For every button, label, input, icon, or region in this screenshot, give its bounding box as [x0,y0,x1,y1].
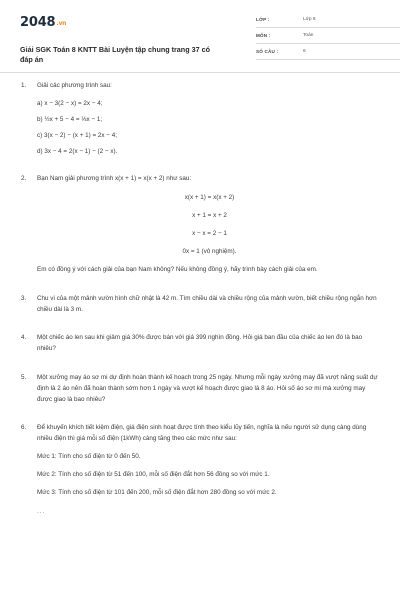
question-number: 4. [21,334,27,341]
question-1 [18,80,382,157]
logo-suffix: .vn [56,20,67,27]
question-number: 3. [21,295,27,302]
question-number: 1. [21,82,27,89]
meta-row-class [256,14,400,28]
meta-row-subject [256,30,400,44]
question-5 [18,372,382,405]
question-text: Bạn Nam giải phương trình x(x + 1) = x(x + 2) như sau: [37,175,192,182]
meta-label: LỚP : [256,17,270,22]
document-meta [256,14,400,62]
question-text: Chu vi của một mảnh vườn hình chữ nhật là 42 m. Tìm chiều dài và chiều rộng của mảnh vườn, biết chiều rộng ngắn hơn chiều dài là 3 m. [37,295,377,313]
question-text: Để khuyến khích tiết kiệm điện, giá điện sinh hoạt được tính theo kiểu lũy tiến, nghĩa là nếu người sử dụng càng dùng nhiều điện thì giá mỗi số điện (1kWh) càng tăng theo các mức như sau: [37,424,367,442]
document-title: Giải SGK Toán 8 KNTT Bài Luyện tập chung trang 37 có đáp án [20,45,210,64]
meta-row-question-count [256,46,400,60]
question-followup: Em có đồng ý với cách giải của bạn Nam không? Nếu không đồng ý, hãy trình bày cách giải của em. [37,266,318,273]
question-list [18,78,382,517]
question-6 [18,422,382,517]
question-text: Giải các phương trình sau: [37,82,112,89]
site-logo[interactable] [20,15,66,30]
sub-question: b) ½x + 5 − 4 = ⅓x − 1; [37,116,103,123]
header-divider [0,72,400,73]
continuation-ellipsis: ... [37,508,46,515]
solution-step: x + 1 = x + 2 [192,212,227,219]
meta-label: MÔN : [256,33,271,38]
question-4 [18,332,382,354]
price-tier: Mức 3: Tính cho số điện từ 101 đến 200, mỗi số điện đắt hơn 280 đồng so với mức 2. [37,489,277,496]
logo-text: 2048 [20,15,56,30]
meta-value: 6 [303,49,306,54]
price-tier: Mức 1: Tính cho số điện từ 0 đến 50. [37,453,141,460]
meta-label: SỐ CÂU : [256,49,279,54]
meta-value: Toán [303,33,314,38]
solution-step: x − x = 2 − 1 [192,230,227,237]
sub-question: a) x − 3(2 − x) = 2x − 4; [37,100,103,107]
header [20,14,382,66]
sub-question: c) 3(x − 2) − (x + 1) = 2x − 4; [37,132,117,139]
price-tier: Mức 2: Tính cho số điện từ 51 đến 100, mỗi số điện đắt hơn 56 đồng so với mức 1. [37,471,270,478]
solution-step: x(x + 1) = x(x + 2) [184,194,235,201]
question-3 [18,293,382,315]
meta-value: Lớp 8 [303,17,316,22]
question-2 [18,173,382,275]
sub-question: d) 3x − 4 = 2(x − 1) − (2 − x). [37,148,118,155]
question-text: Một chiếc áo len sau khi giảm giá 30% được bán với giá 399 nghìn đồng. Hỏi giá ban đầu của chiếc áo len đó là bao nhiêu? [37,334,363,352]
solution-step: 0x = 1 (vô nghiệm). [182,248,237,255]
question-number: 6. [21,424,27,431]
question-number: 5. [21,374,27,381]
question-number: 2. [21,175,27,182]
question-text: Một xưởng may áo sơ mi dự định hoàn thành kế hoạch trong 25 ngày. Nhưng mỗi ngày xưởng may đã vượt năng suất dự định là 2 áo nên đã hoàn thành sớm hơn 1 ngày và vượt kế hoạch được giao là 8 áo. Hỏi số áo sơ mi mà xưởng may được giao là bao nhiêu? [37,374,378,403]
